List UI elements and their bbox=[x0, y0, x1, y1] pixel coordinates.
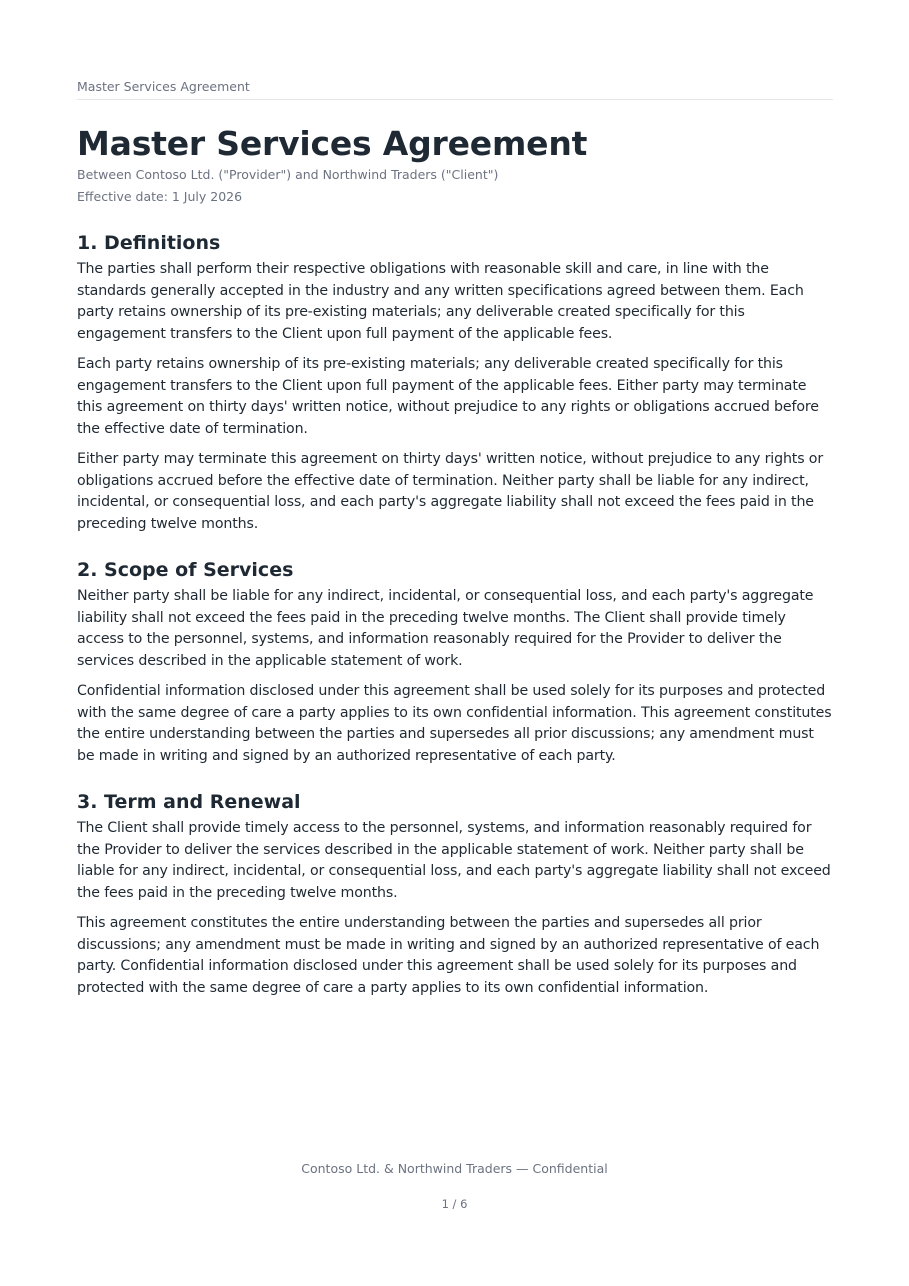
effective-date: Effective date: 1 July 2026 bbox=[77, 189, 243, 204]
paragraph: Confidential information disclosed under this agreement shall be used solely for its purposes and protected with the same degree of care a party applies to its own confidential information. This agreement constitutes the entire understanding between the parties and supersedes all prior discussions; any amendment must be made in writing and signed by an authorized representative of each party. bbox=[77, 683, 832, 764]
page-number: 1 / 6 bbox=[441, 1197, 468, 1211]
parties-line: Between Contoso Ltd. ("Provider") and Northwind Traders ("Client") bbox=[77, 167, 499, 182]
document-page bbox=[77, 0, 833, 1008]
section-heading: 1. Definitions bbox=[77, 232, 221, 254]
running-header: Master Services Agreement bbox=[77, 79, 833, 100]
section-definitions bbox=[77, 230, 833, 535]
footer-confidential-note: Contoso Ltd. & Northwind Traders — Confidential bbox=[301, 1161, 608, 1176]
paragraph: Each party retains ownership of its pre-existing materials; any deliverable created specifically for this engagement transfers to the Client upon full payment of the applicable fees. Either party may terminate this agreement on thirty days' written notice, without prejudice to any rights or obligations accrued before the effective date of termination. bbox=[77, 356, 819, 437]
paragraph: The Client shall provide timely access to the personnel, systems, and information reasonably required for the Provider to deliver the services described in the applicable statement of work. Neither party shall be liable for any indirect, incidental, or consequential loss, and each party's aggregate liability shall not exceed the fees paid in the preceding twelve months. bbox=[77, 820, 831, 901]
paragraph: This agreement constitutes the entire understanding between the parties and supersedes all prior discussions; any amendment must be made in writing and signed by an authorized representative of each party. Confidential information disclosed under this agreement shall be used solely for its purposes and protected with the same degree of care a party applies to its own confidential information. bbox=[77, 915, 820, 996]
section-scope-of-services bbox=[77, 557, 833, 767]
document-title: Master Services Agreement bbox=[77, 124, 588, 163]
section-heading: 3. Term and Renewal bbox=[77, 791, 301, 813]
paragraph: Either party may terminate this agreement on thirty days' written notice, without prejudice to any rights or obligations accrued before the effective date of termination. Neither party shall be liable for any indirect, incidental, or consequential loss, and each party's aggregate liability shall not exceed the fees paid in the preceding twelve months. bbox=[77, 451, 824, 532]
section-heading: 2. Scope of Services bbox=[77, 559, 294, 581]
section-term-and-renewal bbox=[77, 789, 833, 999]
paragraph: The parties shall perform their respective obligations with reasonable skill and care, in line with the standards generally accepted in the industry and any written specifications agreed between them. Each party retains ownership of its pre-existing materials; any deliverable created specifically for this engagement transfers to the Client upon full payment of the applicable fees. bbox=[77, 261, 804, 342]
paragraph: Neither party shall be liable for any indirect, incidental, or consequential loss, and each party's aggregate liability shall not exceed the fees paid in the preceding twelve months. The Client shall provide timely access to the personnel, systems, and information reasonably required for the Provider to deliver the services described in the applicable statement of work. bbox=[77, 588, 814, 669]
